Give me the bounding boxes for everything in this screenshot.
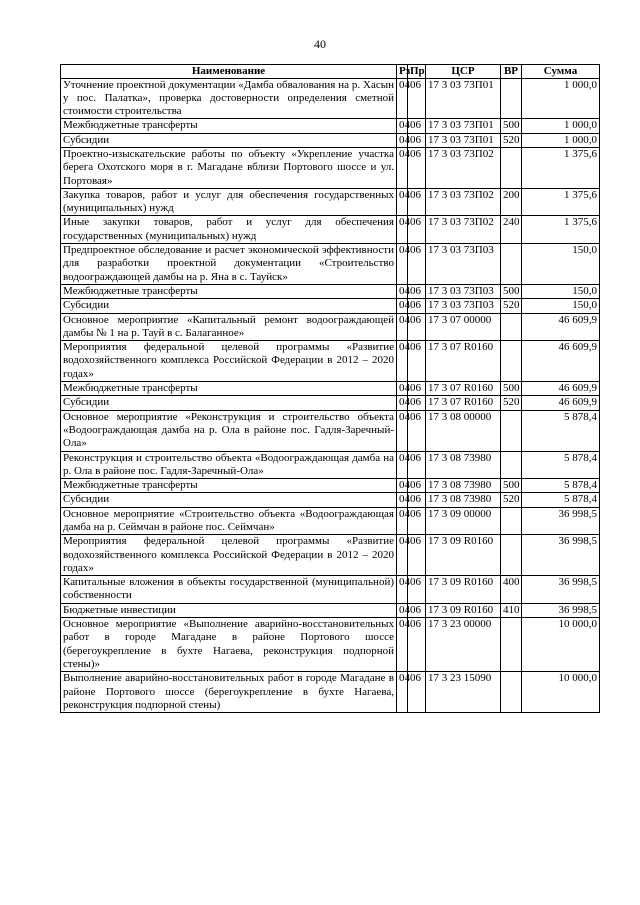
cell-csr: 17 3 23 15090 bbox=[426, 672, 501, 713]
cell-csr: 17 3 07 R0160 bbox=[426, 382, 501, 396]
cell-csr: 17 3 03 73П03 bbox=[426, 284, 501, 298]
cell-sum: 36 998,5 bbox=[522, 507, 600, 535]
cell-rz: 04 bbox=[397, 299, 408, 313]
cell-name: Иные закупки товаров, работ и услуг для обеспечения государственных (муниципальных) нужд bbox=[61, 216, 397, 244]
cell-pr: 06 bbox=[408, 313, 426, 341]
cell-rz: 04 bbox=[397, 576, 408, 604]
cell-rz: 04 bbox=[397, 479, 408, 493]
page-number: 40 bbox=[314, 37, 326, 51]
cell-csr: 17 3 09 00000 bbox=[426, 507, 501, 535]
cell-rz: 04 bbox=[397, 507, 408, 535]
cell-rz: 04 bbox=[397, 216, 408, 244]
cell-csr: 17 3 03 73П01 bbox=[426, 119, 501, 133]
cell-vr: 500 bbox=[501, 284, 522, 298]
cell-vr: 400 bbox=[501, 576, 522, 604]
cell-name: Капитальные вложения в объекты государственной (муниципальной) собственности bbox=[61, 576, 397, 604]
cell-sum: 150,0 bbox=[522, 244, 600, 285]
cell-sum: 5 878,4 bbox=[522, 410, 600, 451]
cell-name: Выполнение аварийно-восстановительных работ в городе Магадане в районе Портового шоссе (берегоукрепление в бухте Нагаева, реконструкция подпорной стены) bbox=[61, 672, 397, 713]
table-row bbox=[61, 507, 600, 535]
cell-vr bbox=[501, 618, 522, 672]
cell-sum: 46 609,9 bbox=[522, 382, 600, 396]
table-row bbox=[61, 299, 600, 313]
cell-pr: 06 bbox=[408, 216, 426, 244]
cell-vr: 500 bbox=[501, 119, 522, 133]
cell-name: Субсидии bbox=[61, 493, 397, 507]
cell-pr: 06 bbox=[408, 78, 426, 119]
cell-name: Межбюджетные трансферты bbox=[61, 479, 397, 493]
cell-name: Мероприятия федеральной целевой программы «Развитие водохозяйственного комплекса Российской Федерации в 2012 – 2020 годах» bbox=[61, 535, 397, 576]
table-row bbox=[61, 576, 600, 604]
cell-name: Основное мероприятие «Строительство объекта «Водоограждающая дамба на р. Сеймчан в районе пос. Сеймчан» bbox=[61, 507, 397, 535]
cell-name: Межбюджетные трансферты bbox=[61, 119, 397, 133]
table-row bbox=[61, 382, 600, 396]
cell-vr bbox=[501, 147, 522, 188]
cell-sum: 1 000,0 bbox=[522, 119, 600, 133]
column-header-rz: Рз bbox=[397, 65, 408, 79]
table-row bbox=[61, 284, 600, 298]
cell-name: Основное мероприятие «Выполнение аварийно-восстановительных работ в городе Магадане в районе Портового шоссе (берегоукрепление в бухте Нагаева, реконструкция подпорной стены)» bbox=[61, 618, 397, 672]
cell-sum: 36 998,5 bbox=[522, 535, 600, 576]
cell-name: Уточнение проектной документации «Дамба обвалования на р. Хасын у пос. Палатка», проверка достоверности определения сметной стоимости строительства bbox=[61, 78, 397, 119]
table-row bbox=[61, 216, 600, 244]
cell-rz: 04 bbox=[397, 618, 408, 672]
cell-csr: 17 3 03 73П02 bbox=[426, 216, 501, 244]
table-row bbox=[61, 147, 600, 188]
cell-vr bbox=[501, 341, 522, 382]
cell-sum: 10 000,0 bbox=[522, 618, 600, 672]
cell-pr: 06 bbox=[408, 618, 426, 672]
table-row bbox=[61, 451, 600, 479]
cell-sum: 1 375,6 bbox=[522, 188, 600, 216]
cell-csr: 17 3 09 R0160 bbox=[426, 576, 501, 604]
cell-csr: 17 3 08 73980 bbox=[426, 479, 501, 493]
column-header-pr: Пр bbox=[408, 65, 426, 79]
cell-csr: 17 3 08 73980 bbox=[426, 451, 501, 479]
cell-vr bbox=[501, 244, 522, 285]
cell-name: Реконструкция и строительство объекта «Водоограждающая дамба на р. Ола в районе пос. Гадля-Заречный-Ола» bbox=[61, 451, 397, 479]
cell-csr: 17 3 23 00000 bbox=[426, 618, 501, 672]
cell-vr: 410 bbox=[501, 603, 522, 617]
table-row bbox=[61, 396, 600, 410]
cell-sum: 1 000,0 bbox=[522, 133, 600, 147]
cell-sum: 5 878,4 bbox=[522, 451, 600, 479]
cell-pr: 06 bbox=[408, 119, 426, 133]
table-row bbox=[61, 133, 600, 147]
cell-pr: 06 bbox=[408, 603, 426, 617]
cell-sum: 150,0 bbox=[522, 299, 600, 313]
cell-sum: 1 375,6 bbox=[522, 147, 600, 188]
cell-sum: 1 375,6 bbox=[522, 216, 600, 244]
table-header-row bbox=[61, 65, 600, 79]
cell-name: Основное мероприятие «Реконструкция и строительство объекта «Водоограждающая дамба на р. Ола в районе пос. Гадля-Заречный-Ола» bbox=[61, 410, 397, 451]
cell-csr: 17 3 03 73П01 bbox=[426, 133, 501, 147]
table-row bbox=[61, 341, 600, 382]
cell-pr: 06 bbox=[408, 576, 426, 604]
cell-csr: 17 3 03 73П02 bbox=[426, 147, 501, 188]
cell-sum: 10 000,0 bbox=[522, 672, 600, 713]
cell-rz: 04 bbox=[397, 341, 408, 382]
cell-pr: 06 bbox=[408, 147, 426, 188]
cell-pr: 06 bbox=[408, 244, 426, 285]
cell-vr bbox=[501, 507, 522, 535]
cell-pr: 06 bbox=[408, 479, 426, 493]
cell-csr: 17 3 07 R0160 bbox=[426, 396, 501, 410]
cell-vr: 520 bbox=[501, 396, 522, 410]
cell-rz: 04 bbox=[397, 119, 408, 133]
table-row bbox=[61, 603, 600, 617]
cell-csr: 17 3 08 00000 bbox=[426, 410, 501, 451]
cell-name: Проектно-изыскательские работы по объекту «Укрепление участка берега Охотского моря в г. Магадане вблизи Портового шоссе и ул. Портовая» bbox=[61, 147, 397, 188]
cell-vr: 200 bbox=[501, 188, 522, 216]
cell-rz: 04 bbox=[397, 396, 408, 410]
column-header-sum: Сумма bbox=[522, 65, 600, 79]
cell-vr: 500 bbox=[501, 382, 522, 396]
cell-sum: 46 609,9 bbox=[522, 396, 600, 410]
table-row bbox=[61, 188, 600, 216]
table-row bbox=[61, 119, 600, 133]
cell-vr bbox=[501, 78, 522, 119]
cell-rz: 04 bbox=[397, 382, 408, 396]
cell-name: Субсидии bbox=[61, 396, 397, 410]
cell-name: Предпроектное обследование и расчет экономической эффективности для разработки проектной документации «Строительство водоограждающей дамбы на р. Яна в с. Тауйск» bbox=[61, 244, 397, 285]
cell-sum: 46 609,9 bbox=[522, 341, 600, 382]
cell-csr: 17 3 03 73П03 bbox=[426, 244, 501, 285]
cell-rz: 04 bbox=[397, 284, 408, 298]
budget-table bbox=[60, 64, 600, 713]
cell-csr: 17 3 09 R0160 bbox=[426, 535, 501, 576]
cell-sum: 36 998,5 bbox=[522, 603, 600, 617]
cell-rz: 04 bbox=[397, 603, 408, 617]
cell-name: Субсидии bbox=[61, 299, 397, 313]
table-row bbox=[61, 618, 600, 672]
cell-csr: 17 3 09 R0160 bbox=[426, 603, 501, 617]
cell-csr: 17 3 03 73П02 bbox=[426, 188, 501, 216]
cell-csr: 17 3 07 R0160 bbox=[426, 341, 501, 382]
cell-pr: 06 bbox=[408, 493, 426, 507]
cell-name: Мероприятия федеральной целевой программы «Развитие водохозяйственного комплекса Российской Федерации в 2012 – 2020 годах» bbox=[61, 341, 397, 382]
cell-sum: 1 000,0 bbox=[522, 78, 600, 119]
cell-sum: 36 998,5 bbox=[522, 576, 600, 604]
cell-sum: 150,0 bbox=[522, 284, 600, 298]
cell-pr: 06 bbox=[408, 382, 426, 396]
table-row bbox=[61, 410, 600, 451]
cell-rz: 04 bbox=[397, 133, 408, 147]
table-row bbox=[61, 535, 600, 576]
cell-rz: 04 bbox=[397, 313, 408, 341]
column-header-name: Наименование bbox=[61, 65, 397, 79]
cell-vr: 240 bbox=[501, 216, 522, 244]
cell-vr: 520 bbox=[501, 299, 522, 313]
cell-rz: 04 bbox=[397, 410, 408, 451]
table-row bbox=[61, 479, 600, 493]
cell-csr: 17 3 03 73П01 bbox=[426, 78, 501, 119]
cell-pr: 06 bbox=[408, 410, 426, 451]
cell-name: Субсидии bbox=[61, 133, 397, 147]
cell-name: Бюджетные инвестиции bbox=[61, 603, 397, 617]
cell-pr: 06 bbox=[408, 451, 426, 479]
table-row bbox=[61, 78, 600, 119]
cell-pr: 06 bbox=[408, 507, 426, 535]
cell-pr: 06 bbox=[408, 535, 426, 576]
cell-rz: 04 bbox=[397, 672, 408, 713]
table-body bbox=[61, 78, 600, 713]
cell-rz: 04 bbox=[397, 147, 408, 188]
cell-vr bbox=[501, 451, 522, 479]
cell-name: Закупка товаров, работ и услуг для обеспечения государственных (муниципальных) нужд bbox=[61, 188, 397, 216]
cell-vr: 520 bbox=[501, 493, 522, 507]
cell-sum: 5 878,4 bbox=[522, 479, 600, 493]
cell-rz: 04 bbox=[397, 451, 408, 479]
cell-rz: 04 bbox=[397, 493, 408, 507]
table-row bbox=[61, 244, 600, 285]
cell-pr: 06 bbox=[408, 299, 426, 313]
table-row bbox=[61, 493, 600, 507]
cell-rz: 04 bbox=[397, 535, 408, 576]
cell-pr: 06 bbox=[408, 672, 426, 713]
cell-pr: 06 bbox=[408, 133, 426, 147]
cell-name: Основное мероприятие «Капитальный ремонт водоограждающей дамбы № 1 на р. Тауй в с. Балаганное» bbox=[61, 313, 397, 341]
cell-vr bbox=[501, 410, 522, 451]
cell-pr: 06 bbox=[408, 396, 426, 410]
cell-sum: 5 878,4 bbox=[522, 493, 600, 507]
cell-csr: 17 3 08 73980 bbox=[426, 493, 501, 507]
cell-name: Межбюджетные трансферты bbox=[61, 284, 397, 298]
cell-rz: 04 bbox=[397, 188, 408, 216]
cell-vr bbox=[501, 313, 522, 341]
cell-rz: 04 bbox=[397, 78, 408, 119]
column-header-csr: ЦСР bbox=[426, 65, 501, 79]
cell-pr: 06 bbox=[408, 188, 426, 216]
cell-sum: 46 609,9 bbox=[522, 313, 600, 341]
cell-pr: 06 bbox=[408, 284, 426, 298]
cell-vr: 520 bbox=[501, 133, 522, 147]
cell-pr: 06 bbox=[408, 341, 426, 382]
cell-vr bbox=[501, 535, 522, 576]
cell-csr: 17 3 07 00000 bbox=[426, 313, 501, 341]
cell-name: Межбюджетные трансферты bbox=[61, 382, 397, 396]
cell-vr bbox=[501, 672, 522, 713]
table-row bbox=[61, 672, 600, 713]
column-header-vr: ВР bbox=[501, 65, 522, 79]
cell-rz: 04 bbox=[397, 244, 408, 285]
cell-csr: 17 3 03 73П03 bbox=[426, 299, 501, 313]
table-row bbox=[61, 313, 600, 341]
cell-vr: 500 bbox=[501, 479, 522, 493]
